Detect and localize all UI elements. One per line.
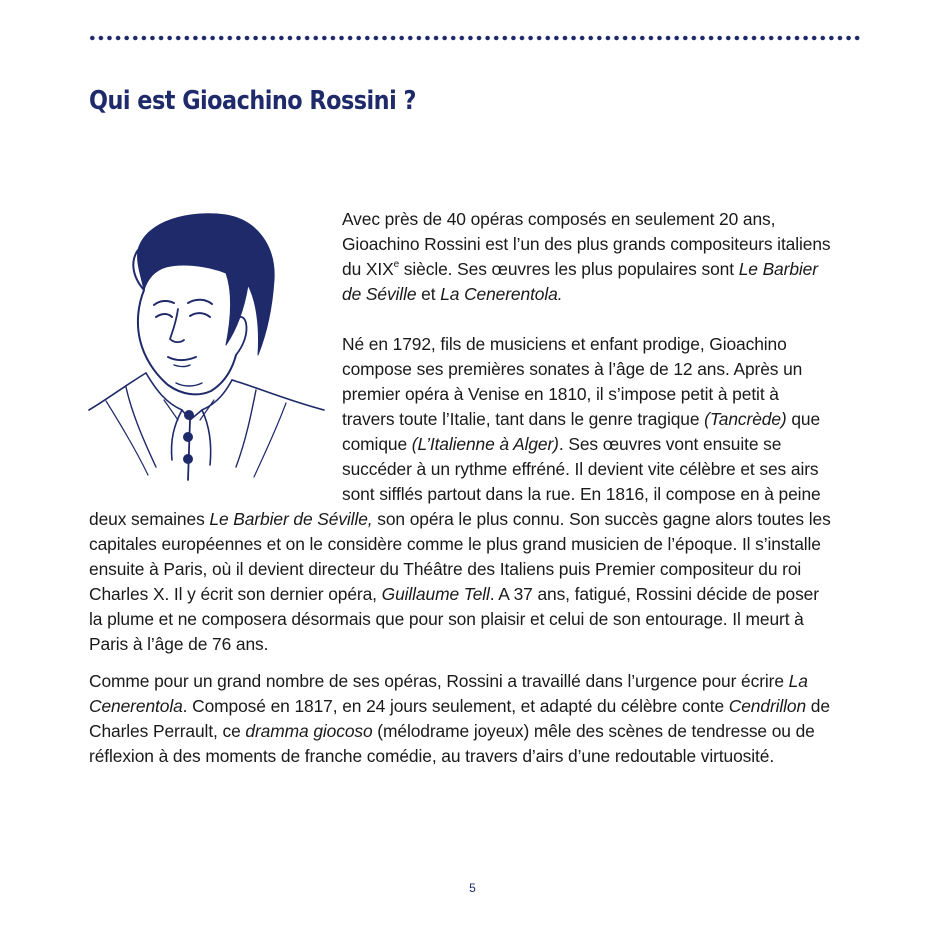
- page-title: Qui est Gioachino Rossini ?: [89, 86, 416, 116]
- paragraph-cenerentola: Comme pour un grand nombre de ses opéras, Rossini a travaillé dans l’urgence pour écrire La Cenerentola. Composé en 1817, en 24 jours seulement, et adapté du célèbre conte Cendrillon de Charles Perrault, ce dramma giocoso (mélodrame joyeux) mêle des scènes de tendresse ou de réflexion à des moments de franche comédie, au travers d’airs d’une redoutable virtuosité.: [89, 671, 830, 766]
- dotted-divider: [88, 35, 860, 41]
- paragraph-intro: Avec près de 40 opéras composés en seulement 20 ans, Gioachino Rossini est l’un des plus grands compositeurs italiens du XIXe siècle. Ses œuvres les plus populaires sont Le Barbier de Séville et La Cenerentola.: [342, 209, 831, 304]
- paragraph-biography: Né en 1792, fils de musiciens et enfant prodige, Gioachino compose ses premières sonates à l’âge de 12 ans. Après un premier opéra à Venise en 1810, il s’impose petit à petit à travers toute l’Italie, tant dans le genre tragique (Tancrède) que comique (L’Italienne à Alger). Ses œuvres vont ensuite se succéder à un rythme effréné. Il devient vite célèbre et ses airs sont sifflés partout dans la rue. En 1816, il compose en à peine deux semaines Le Barbier de Séville, son opéra le plus connu. Son succès gagne alors toutes les capitales européennes et on le considère comme le plus grand musicien de l’époque. Il s’installe ensuite à Paris, où il devient directeur du Théâtre des Italiens puis Premier compositeur du roi Charles X. Il y écrit son dernier opéra, Guillaume Tell. A 37 ans, fatigué, Rossini décide de poser la plume et ne composera désormais que pour son plaisir et celui de son entourage. Il meurt à Paris à l’âge de 76 ans.: [89, 334, 831, 654]
- page-number: 5: [469, 881, 476, 895]
- article-body: [89, 207, 834, 769]
- portrait-space: [89, 207, 342, 502]
